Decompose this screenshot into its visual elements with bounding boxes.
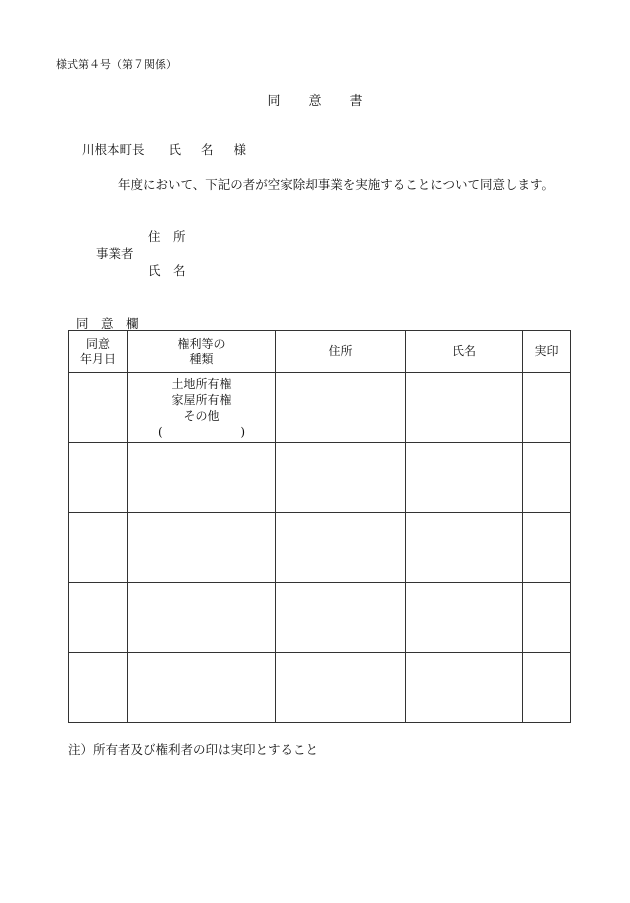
title-char: 意: [308, 94, 322, 109]
honorific: 様: [233, 142, 247, 157]
cell-date[interactable]: [69, 513, 128, 583]
operator-label: 事業者: [96, 246, 134, 261]
cell-rights-type[interactable]: [128, 583, 276, 653]
header-date-line2: 年月日: [79, 351, 116, 366]
header-rights-type: [128, 331, 276, 373]
cell-address[interactable]: [276, 653, 406, 723]
operator-name-label: 氏 名: [148, 263, 186, 278]
cell-address[interactable]: [276, 583, 406, 653]
cell-seal[interactable]: [523, 373, 571, 443]
header-name: 氏名: [406, 331, 523, 373]
right-type-other-blank[interactable]: [128, 424, 275, 440]
cell-address[interactable]: [276, 373, 406, 443]
cell-address[interactable]: [276, 443, 406, 513]
cell-name[interactable]: [406, 653, 523, 723]
document-title: [0, 90, 630, 109]
cell-name[interactable]: [406, 583, 523, 653]
cell-address[interactable]: [276, 513, 406, 583]
addressee-line: [82, 140, 266, 158]
cell-name[interactable]: [406, 373, 523, 443]
right-type-building: 家屋所有権: [171, 393, 232, 407]
header-date-line1: 同意: [85, 336, 110, 351]
cell-seal[interactable]: [523, 583, 571, 653]
cell-seal[interactable]: [523, 443, 571, 513]
cell-date[interactable]: [69, 373, 128, 443]
header-rights-line1: 権利等の: [177, 336, 226, 351]
table-row: [69, 513, 571, 583]
cell-seal[interactable]: [523, 513, 571, 583]
mayor-title: 川根本町長: [82, 142, 145, 157]
right-type-land: 土地所有権: [171, 377, 232, 391]
header-consent-date: [69, 331, 128, 373]
cell-date[interactable]: [69, 443, 128, 513]
consent-statement: 年度において、下記の者が空家除却事業を実施することについて同意します。: [118, 177, 555, 192]
cell-rights-type: [128, 373, 276, 443]
cell-name[interactable]: [406, 443, 523, 513]
table-row: [69, 653, 571, 723]
table-row: [69, 583, 571, 653]
header-address: 住所: [276, 331, 406, 373]
cell-name[interactable]: [406, 513, 523, 583]
title-char: 書: [349, 94, 363, 109]
header-rights-line2: 種類: [189, 351, 214, 366]
table-row: [69, 373, 571, 443]
cell-date[interactable]: [69, 583, 128, 653]
paren-close: ): [240, 425, 245, 439]
title-char: 同: [267, 94, 281, 109]
table-row: [69, 443, 571, 513]
operator-address-label: 住 所: [148, 229, 186, 244]
header-seal: 実印: [523, 331, 571, 373]
name-char: 名: [201, 142, 214, 157]
consent-table: [68, 330, 571, 723]
paren-open: (: [158, 425, 163, 439]
right-type-other: その他: [183, 409, 220, 423]
consent-section-title: 同 意 欄: [76, 316, 139, 331]
cell-rights-type[interactable]: [128, 443, 276, 513]
footnote: 注）所有者及び権利者の印は実印とすること: [68, 742, 319, 757]
cell-rights-type[interactable]: [128, 513, 276, 583]
name-char: 氏: [168, 142, 182, 157]
cell-seal[interactable]: [523, 653, 571, 723]
form-number: 様式第４号（第７関係）: [56, 58, 177, 71]
cell-date[interactable]: [69, 653, 128, 723]
consent-table-header: [69, 331, 571, 373]
cell-rights-type[interactable]: [128, 653, 276, 723]
